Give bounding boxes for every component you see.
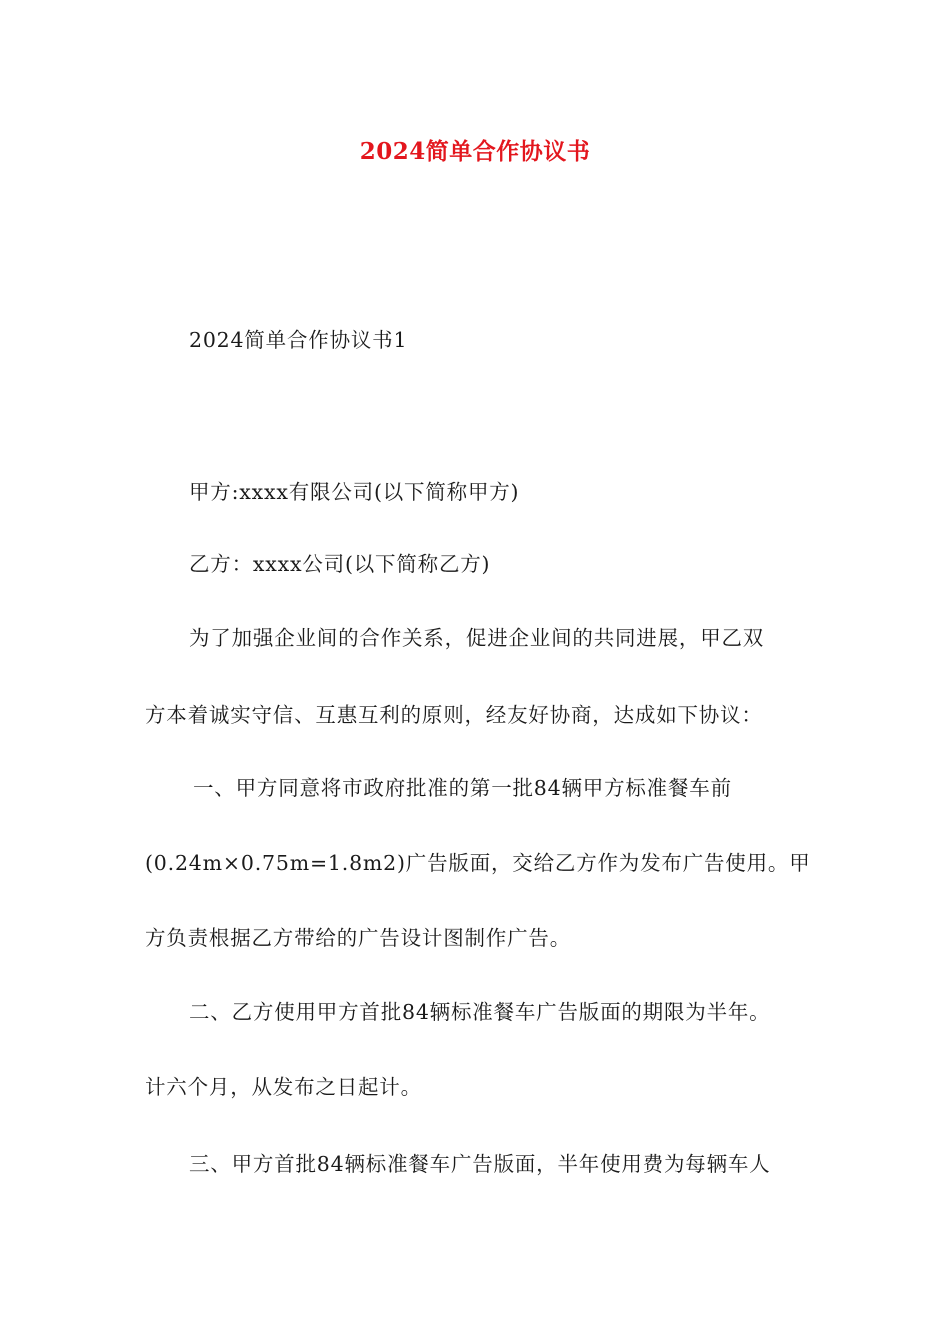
document-title: 2024简单合作协议书: [359, 138, 591, 165]
party-a-line: 甲方:xxxx有限公司(以下简称甲方): [189, 480, 520, 504]
section-heading: 2024简单合作协议书1: [189, 328, 408, 352]
intro-line-1: 为了加强企业间的合作关系，促进企业间的共同进展，甲乙双: [189, 626, 765, 650]
clause-2-line-1: 二、乙方使用甲方首批84辆标准餐车广告版面的期限为半年。: [189, 1000, 771, 1024]
clause-3-line-1: 三、甲方首批84辆标准餐车广告版面，半年使用费为每辆车人: [189, 1152, 771, 1176]
intro-line-2: 方本着诚实守信、互惠互利的原则，经友好协商，达成如下协议：: [145, 703, 763, 727]
clause-2-line-2: 计六个月，从发布之日起计。: [145, 1075, 422, 1099]
party-b-line: 乙方：xxxx公司(以下简称乙方): [189, 552, 491, 576]
clause-1-line-3: 方负责根据乙方带给的广告设计图制作广告。: [145, 926, 571, 950]
clause-1-line-1: 一、甲方同意将市政府批准的第一批84辆甲方标准餐车前: [193, 776, 732, 800]
clause-1-line-2: (0.24m×0.75m=1.8m2)广告版面，交给乙方作为发布广告使用。甲: [145, 851, 811, 875]
